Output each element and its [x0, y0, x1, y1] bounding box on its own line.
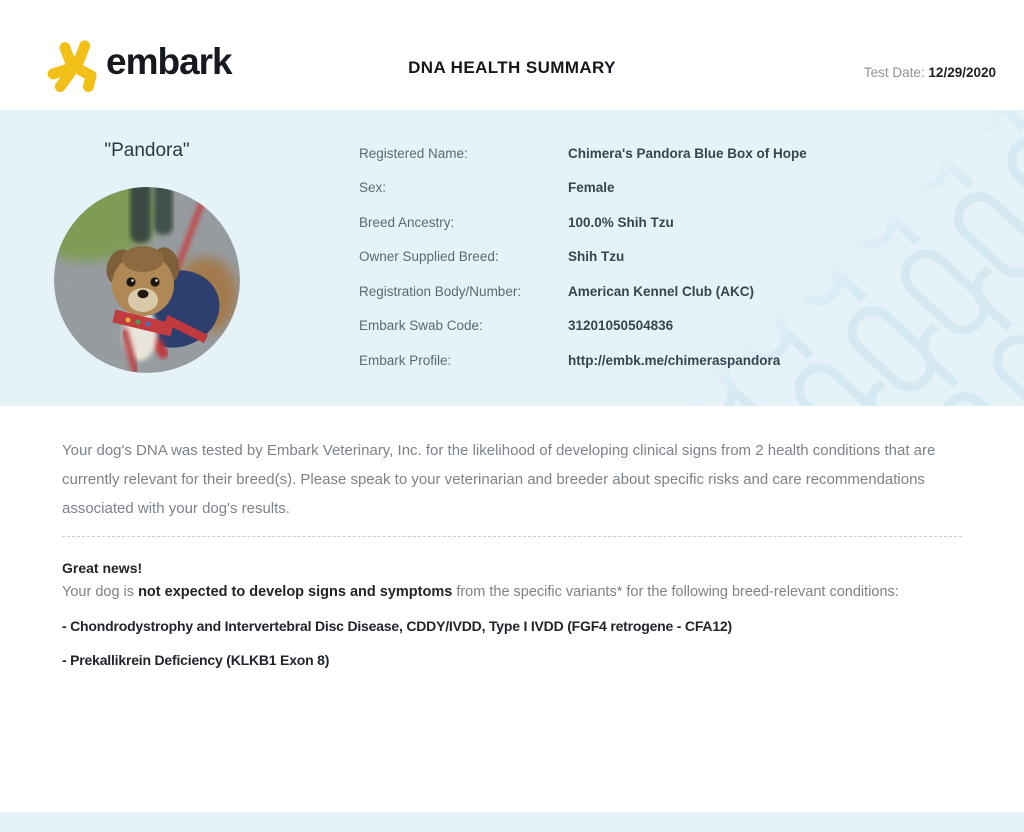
intro-paragraph: Your dog's DNA was tested by Embark Veterinary, Inc. for the likelihood of developing clinical signs from 2 health conditions that are currently relevant for their breed(s). Please speak to your veterinarian and breeder about specific risks and care recommendations associated with your dog's results.	[62, 442, 936, 517]
field-value: Shih Tzu	[568, 249, 625, 265]
report-header	[0, 0, 1024, 110]
field-label: Sex:	[359, 180, 387, 196]
field-swab-code	[359, 309, 807, 344]
result-line	[62, 584, 982, 600]
profile-band	[0, 110, 1024, 406]
profile-fields	[359, 136, 807, 378]
footer-band	[0, 812, 1024, 832]
embark-profile-url[interactable]: http://embk.me/chimeraspandora	[568, 352, 781, 368]
dog-photo	[54, 187, 240, 373]
field-label: Breed Ancestry:	[359, 214, 455, 230]
field-label: Owner Supplied Breed:	[359, 249, 499, 265]
embark-wordmark: embark	[106, 40, 232, 82]
dashed-divider	[62, 536, 962, 537]
test-date-value: 12/29/2020	[928, 65, 996, 80]
result-prefix: Your dog is	[62, 584, 139, 600]
field-label: Embark Swab Code:	[359, 318, 483, 334]
field-label: Embark Profile:	[359, 352, 452, 368]
field-sex	[359, 171, 807, 206]
field-value: Chimera's Pandora Blue Box of Hope	[568, 145, 807, 161]
field-value: Female	[568, 180, 615, 196]
test-date-label: Test Date:	[863, 65, 925, 80]
field-registered-name	[359, 136, 807, 171]
field-label: Registered Name:	[359, 145, 468, 161]
field-embark-profile	[359, 343, 807, 378]
field-owner-supplied-breed	[359, 240, 807, 275]
field-value: 100.0% Shih Tzu	[568, 214, 674, 230]
field-label: Registration Body/Number:	[359, 283, 522, 299]
test-date	[864, 65, 996, 80]
field-value: American Kennel Club (AKC)	[568, 283, 755, 299]
condition-item-cddy-ivdd: - Chondrodystrophy and Intervertebral Disc Disease, CDDY/IVDD, Type I IVDD (FGF4 retrogene - CFA12)	[62, 618, 732, 634]
field-breed-ancestry	[359, 205, 807, 240]
field-registration-body	[359, 274, 807, 309]
result-suffix: from the specific variants* for the following breed-relevant conditions:	[452, 584, 899, 600]
condition-item-prekallikrein: - Prekallikrein Deficiency (KLKB1 Exon 8)	[62, 652, 330, 668]
condition-list	[62, 618, 962, 686]
dog-call-name: "Pandora"	[104, 140, 190, 161]
result-bold: not expected to develop signs and symptoms	[138, 584, 453, 600]
field-value: 31201050504836	[568, 318, 674, 334]
page-title: DNA HEALTH SUMMARY	[408, 58, 616, 77]
good-news-heading: Great news!	[62, 560, 143, 576]
